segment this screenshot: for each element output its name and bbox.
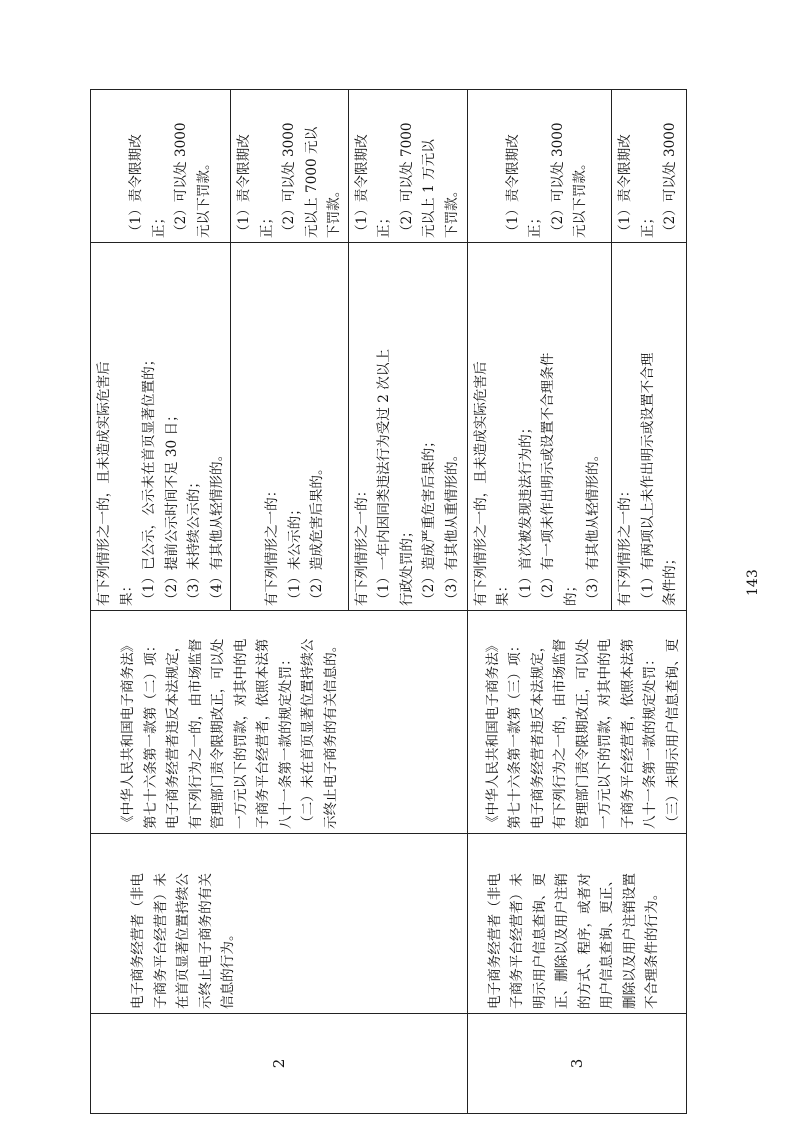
page-number: 143 — [745, 569, 761, 596]
text-line: （二）未在首页显著位置持续公 — [300, 638, 316, 829]
basis-cell — [467, 611, 687, 834]
text-line: 一万元以下的罚款，对其中的电 — [597, 638, 613, 829]
text-line: 第七十六条第一款第（二）项： — [142, 638, 159, 829]
text-line: 《中华人民共和国电子商务法》 — [120, 638, 136, 829]
text-line: （1）责令限期改 — [353, 134, 370, 238]
row-number: 2 — [91, 1014, 468, 1114]
text-line: （1）有两项以上未作出明示或设置不合理 — [639, 352, 656, 606]
basis-cell — [91, 611, 468, 834]
text-line: （2）造成严重危害后果的； — [421, 434, 437, 606]
behavior-cell — [91, 834, 468, 1014]
text-line: 信息的行为。 — [220, 927, 236, 1009]
text-line: 示终止电子商务的有关信息的。 — [322, 638, 339, 829]
text-line: （2）可以处 3000 — [549, 122, 566, 238]
text-line: 正、删除以及用户注销 — [554, 873, 570, 1009]
text-line: （2）可以处 3000 — [281, 122, 297, 238]
behavior-lines — [468, 834, 666, 1013]
text-line: 八十一条第一款的规定处罚： — [277, 652, 294, 829]
behavior-cell — [467, 834, 687, 1014]
penalty-cell — [231, 90, 349, 243]
text-line: 删除以及用户注销设置 — [621, 873, 638, 1009]
text-line: （2）可以处 3000 — [173, 122, 189, 238]
situation-cell — [231, 243, 349, 611]
row-number: 3 — [467, 1014, 687, 1114]
situation-lines — [91, 243, 230, 610]
text-line: 用户信息查询、更正、 — [599, 873, 615, 1009]
text-line: 子商务平台经营者）未 — [509, 873, 525, 1009]
text-line: 的； — [562, 578, 579, 606]
situation-lines — [612, 243, 684, 610]
text-line: 元以下罚款。 — [195, 156, 212, 238]
basis-lines — [468, 611, 687, 833]
text-line: 条件的； — [662, 551, 679, 606]
text-line: 子商务平台经营者）未 — [152, 873, 169, 1009]
basis-lines — [91, 611, 344, 833]
penalty-lines — [468, 90, 594, 242]
text-line: （2）有一项未作出明示或设置不合理条件 — [540, 352, 556, 606]
text-line: 一万元以下的罚款，对其中的电 — [232, 638, 249, 829]
penalty-lines — [349, 90, 466, 242]
text-line: 管理部门责令限期改正，可以处 — [574, 638, 591, 829]
text-line: （3）未持续公示的； — [186, 475, 202, 606]
text-line: 管理部门责令限期改正，可以处 — [210, 638, 226, 829]
text-line: 电子商务经营者违反本法规定， — [165, 638, 181, 829]
penalty-cell — [91, 90, 231, 243]
text-line: 果： — [118, 578, 135, 606]
text-line: 子商务平台经营者，依照本法第 — [619, 638, 636, 829]
situation-cell — [467, 243, 612, 611]
table-row — [467, 90, 612, 1114]
text-line: （1）首次被发现违法行为的； — [517, 420, 534, 606]
penalty-table — [90, 89, 687, 1114]
text-line: 示终止电子商务的有关 — [197, 873, 214, 1009]
penalty-cell — [467, 90, 612, 243]
text-line: 下罚款。 — [443, 183, 460, 238]
text-line: 有下列情形之一的： — [353, 483, 370, 606]
text-line: 电子商务经营者（非电 — [486, 873, 503, 1009]
text-line: （4）有其他从轻情形的。 — [208, 447, 225, 606]
text-line: （2）提前公示时间不足 30 日； — [163, 408, 180, 606]
text-line: 有下列情形之一的： — [617, 483, 634, 606]
situation-cell — [348, 243, 467, 611]
text-line: 有下列情形之一的： — [264, 483, 280, 606]
text-line: 正； — [376, 210, 392, 238]
penalty-cell — [612, 90, 687, 243]
text-line: 有下列行为之一的，由市场监督 — [187, 638, 204, 829]
text-line: （2）造成危害后果的。 — [309, 461, 325, 606]
table-row — [91, 90, 231, 1114]
text-line: （1）一年内因同类违法行为受过 2 次以上 — [376, 348, 392, 606]
text-line: 正； — [639, 210, 656, 238]
text-line: 果： — [495, 578, 511, 606]
text-line: （2）可以处 7000 — [398, 122, 415, 238]
penalty-lines — [91, 90, 217, 242]
text-line: （1）未公示的； — [286, 502, 303, 606]
text-line: 有下列情形之一的，且未造成实际危害后 — [96, 361, 112, 606]
situation-lines — [468, 243, 607, 610]
text-line: 电子商务经营者违反本法规定， — [529, 638, 546, 829]
situation-lines — [231, 243, 331, 610]
text-line: （2）可以处 3000 — [662, 122, 679, 238]
text-line: 《中华人民共和国电子商务法》 — [484, 638, 501, 829]
text-line: 第七十六条第一款第（三）项： — [507, 638, 523, 829]
text-line: 正； — [150, 210, 167, 238]
text-line: 八十一条第一款的规定处罚： — [642, 652, 658, 829]
text-line: 正； — [258, 210, 275, 238]
text-line: 在首页显著位置持续公 — [175, 873, 191, 1009]
penalty-lines — [231, 90, 348, 242]
text-line: （1）责令限期改 — [236, 134, 252, 238]
text-line: 有下列情形之一的，且未造成实际危害后 — [472, 361, 489, 606]
text-line: 明示用户信息查询、更 — [531, 873, 548, 1009]
text-line: （三）未明示用户信息查询、更 — [664, 638, 681, 829]
text-line: 行政处罚的； — [398, 524, 415, 606]
penalty-cell — [348, 90, 467, 243]
text-line: （1）责令限期改 — [128, 134, 144, 238]
text-line: 元以上 7000 元以 — [303, 126, 320, 238]
situation-cell — [612, 243, 687, 611]
text-line: 子商务平台经营者，依照本法第 — [255, 638, 271, 829]
text-line: 有下列行为之一的，由市场监督 — [552, 638, 568, 829]
text-line: （3）有其他从重情形的。 — [443, 447, 460, 606]
text-line: 元以上 1 万元以 — [421, 139, 437, 238]
text-line: （1）责令限期改 — [617, 134, 634, 238]
text-line: 电子商务经营者（非电 — [130, 873, 146, 1009]
text-line: （3）有其他从轻情形的。 — [585, 447, 601, 606]
text-line: 下罚款。 — [326, 183, 342, 238]
situation-lines — [349, 243, 466, 610]
text-line: 正； — [527, 210, 543, 238]
text-line: 的方式、程序，或者对 — [576, 873, 593, 1009]
behavior-lines — [91, 834, 242, 1013]
text-line: 不合理条件的行为。 — [644, 886, 660, 1009]
penalty-lines — [612, 90, 684, 242]
text-line: 元以下罚款。 — [572, 156, 588, 238]
situation-cell — [91, 243, 231, 611]
text-line: （1）已公示，公示未在首页显著位置的； — [141, 352, 157, 606]
text-line: （1）责令限期改 — [504, 134, 521, 238]
